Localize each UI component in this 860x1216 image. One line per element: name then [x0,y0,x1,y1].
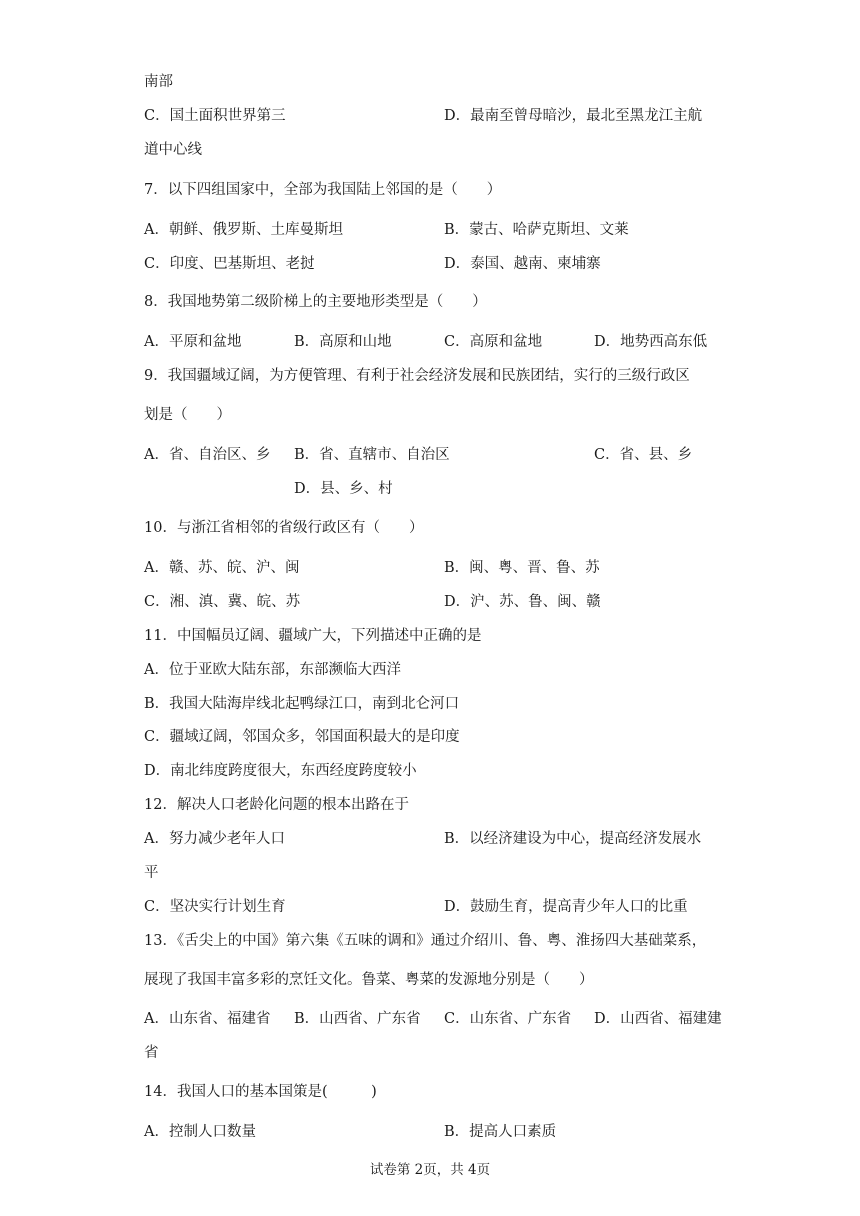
option-c: C．省、县、乡 [594,447,693,463]
option-c: C．坚决实行计划生育 [144,899,286,915]
option-d: D．山西省、福建建 [594,1011,722,1027]
option-a: A．位于亚欧大陆东部，东部濒临大西洋 [144,662,401,678]
text-line: 省 [144,1045,159,1061]
question-12: 12．解决人口老龄化问题的根本出路在于 [144,797,409,813]
text-line: 展现了我国丰富多彩的烹饪文化。鲁菜、粤菜的发源地分别是（ ） [144,972,594,988]
option-c: C．湘、滇、冀、皖、苏 [144,594,301,610]
option-d: D．鼓励生育，提高青少年人口的比重 [444,899,688,915]
option-a: A．控制人口数量 [144,1124,256,1140]
option-b: B．山西省、广东省 [294,1011,421,1027]
option-d: D．沪、苏、鲁、闽、赣 [444,594,601,610]
option-c: C．印度、巴基斯坦、老挝 [144,256,315,272]
option-a: A．赣、苏、皖、沪、闽 [144,560,300,576]
question-14: 14．我国人口的基本国策是( ) [144,1084,377,1100]
option-d: D．地势西高东低 [594,334,708,350]
text-line: 划是（ ） [144,407,231,423]
option-a: A．省、自治区、乡 [144,447,271,463]
option-b: B．我国大陆海岸线北起鸭绿江口，南到北仑河口 [144,696,460,712]
option-b: B．提高人口素质 [444,1124,557,1140]
question-9: 9．我国疆域辽阔，为方便管理、有利于社会经济发展和民族团结，实行的三级行政区 [144,368,690,384]
option-a: A．平原和盆地 [144,334,242,350]
option-d: D．县、乡、村 [294,481,393,497]
option-a: A．山东省、福建省 [144,1011,271,1027]
option-a: A．努力减少老年人口 [144,831,285,847]
text-line: 平 [144,865,159,881]
question-8: 8．我国地势第二级阶梯上的主要地形类型是（ ） [144,294,487,310]
page-footer: 试卷第 2页，共 4页 [369,1162,491,1178]
question-13: 13．《舌尖上的中国》第六集《五味的调和》通过介绍川、鲁、粤、淮扬四大基础菜系， [144,933,707,949]
option-b: B．以经济建设为中心，提高经济发展水 [444,831,702,847]
option-a: A．朝鲜、俄罗斯、土库曼斯坦 [144,222,343,238]
option-c: C．山东省、广东省 [444,1011,572,1027]
option-d: D．最南至曾母暗沙，最北至黑龙江主航 [444,108,703,124]
question-11: 11．中国幅员辽阔、疆域广大，下列描述中正确的是 [144,628,482,644]
option-b: B．省、直辖市、自治区 [294,447,450,463]
question-7: 7．以下四组国家中，全部为我国陆上邻国的是（ ） [144,182,502,198]
text-line: 南部 [144,74,173,90]
option-d: D．南北纬度跨度很大，东西经度跨度较小 [144,763,417,779]
option-b: B．高原和山地 [294,334,392,350]
option-c: C．国土面积世界第三 [144,108,286,124]
option-c: C．高原和盆地 [444,334,543,350]
option-b: B．闽、粤、晋、鲁、苏 [444,560,600,576]
option-b: B．蒙古、哈萨克斯坦、文莱 [444,222,629,238]
question-10: 10．与浙江省相邻的省级行政区有（ ） [144,520,424,536]
option-d: D．泰国、越南、柬埔寨 [444,256,601,272]
option-c: C．疆域辽阔，邻国众多，邻国面积最大的是印度 [144,729,460,745]
text-line: 道中心线 [144,142,202,158]
